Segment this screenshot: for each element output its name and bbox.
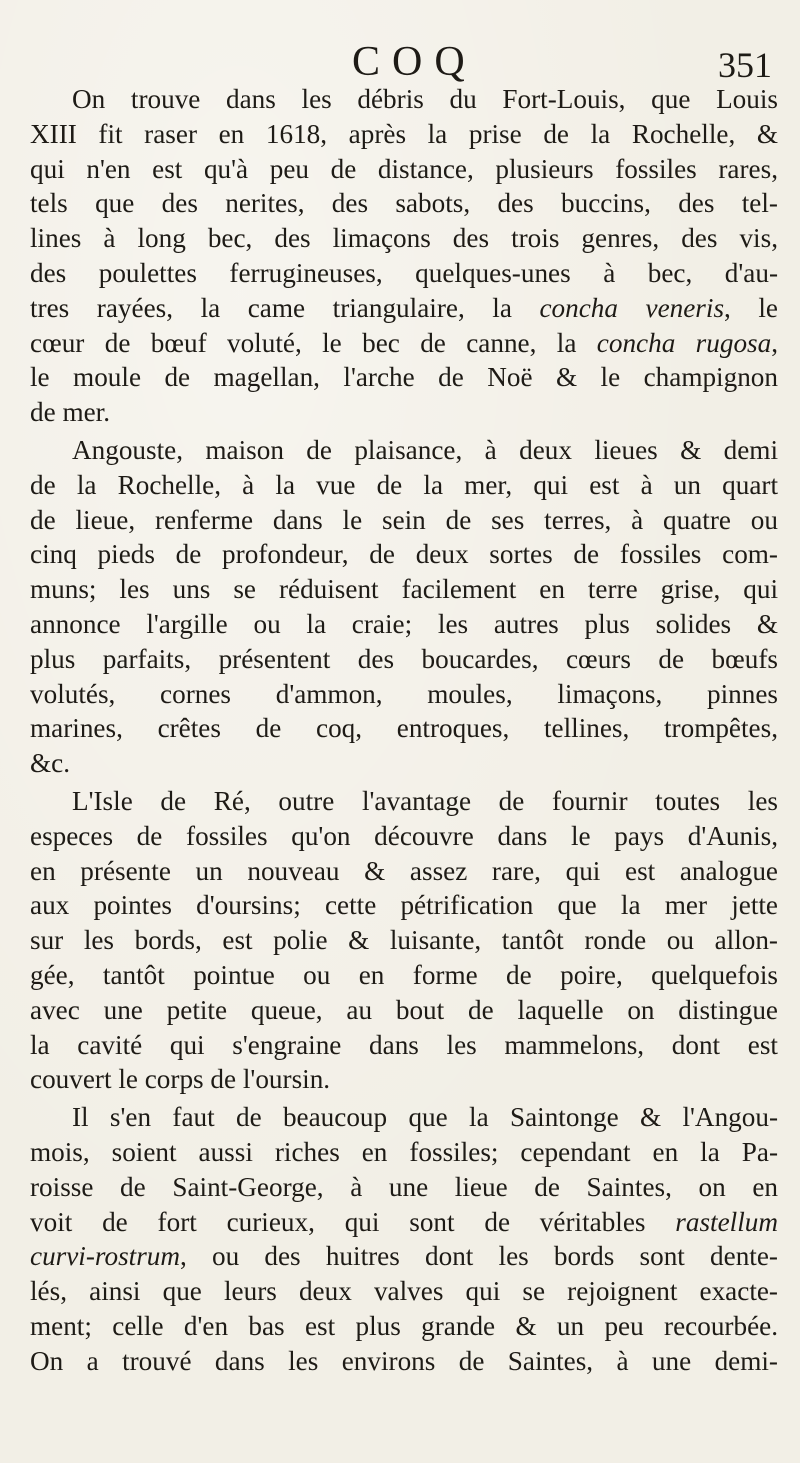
text-line: ment; celle d'en bas est plus grande & un peu recourbée. <box>30 1310 778 1341</box>
italic-term: curvi-rostrum <box>30 1241 181 1272</box>
text-line: tres rayées, la came triangulaire, la concha veneris, le <box>30 292 778 323</box>
text-line: la cavité qui s'engraine dans les mammelons, dont est <box>30 1029 778 1060</box>
text-line: On a trouvé dans les environs de Saintes, à une demi- <box>30 1345 778 1376</box>
text-line: Angouste, maison de plaisance, à deux lieues & demi <box>72 434 778 465</box>
running-title: COQ <box>352 39 477 85</box>
text-line: &c. <box>30 748 71 779</box>
text-line: avec une petite queue, au bout de laquelle on distingue <box>30 994 778 1025</box>
text-line: de la Rochelle, à la vue de la mer, qui est à un quart <box>30 469 778 500</box>
text-line: lines à long bec, des limaçons des trois genres, des vis, <box>30 223 778 254</box>
text-line: volutés, cornes d'ammon, moules, limaçons, pinnes <box>30 678 778 709</box>
text-line: cœur de bœuf voluté, le bec de canne, la concha rugosa, <box>30 327 779 358</box>
italic-term: rastellum <box>675 1206 778 1237</box>
text-line: L'Isle de Ré, outre l'avantage de fournir toutes les <box>72 785 778 816</box>
text-line: sur les bords, est polie & luisante, tantôt ronde ou allon- <box>30 925 778 956</box>
text-line: de mer. <box>30 397 111 428</box>
text-line: annonce l'argille ou la craie; les autres plus solides & <box>30 608 778 639</box>
text-line: marines, crêtes de coq, entroques, tellines, trompêtes, <box>30 713 778 744</box>
text-line: qui n'en est qu'à peu de distance, plusieurs fossiles rares, <box>30 153 778 184</box>
italic-term: concha veneris <box>539 292 725 323</box>
text-line: especes de fossiles qu'on découvre dans le pays d'Aunis, <box>30 820 778 851</box>
text-line: muns; les uns se réduisent facilement en terre grise, qui <box>30 574 778 605</box>
text-line: plus parfaits, présentent des boucardes, cœurs de bœufs <box>30 643 778 674</box>
running-head <box>0 38 800 88</box>
text-line: Il s'en faut de beaucoup que la Saintonge & l'Angou- <box>72 1102 778 1133</box>
italic-term: concha rugosa <box>596 327 772 358</box>
text-line: le moule de magellan, l'arche de Noë & le champignon <box>30 362 778 393</box>
page-number: 351 <box>718 45 772 85</box>
text-line: de lieue, renferme dans le sein de ses terres, à quatre ou <box>30 504 778 535</box>
text-line: voit de fort curieux, qui sont de véritables rastellum <box>30 1206 778 1237</box>
text-line: XIII fit raser en 1618, après la prise de la Rochelle, & <box>30 118 778 149</box>
text-line: lés, ainsi que leurs deux valves qui se rejoignent exacte- <box>30 1276 778 1307</box>
text-line: tels que des nerites, des sabots, des buccins, des tel- <box>30 188 778 219</box>
text-line: couvert le corps de l'oursin. <box>30 1064 331 1095</box>
text-line: curvi-rostrum, ou des huitres dont les bords sont dente- <box>30 1241 778 1272</box>
body-text <box>30 82 778 1378</box>
text-line: en présente un nouveau & assez rare, qui est analogue <box>30 855 778 886</box>
text-line: cinq pieds de profondeur, de deux sortes de fossiles com- <box>30 539 778 570</box>
text-line: roisse de Saint-George, à une lieue de Saintes, on en <box>30 1171 778 1202</box>
text-line: des poulettes ferrugineuses, quelques-unes à bec, d'au- <box>30 257 778 288</box>
text-line: mois, soient aussi riches en fossiles; cependant en la Pa- <box>30 1136 778 1167</box>
text-line: aux pointes d'oursins; cette pétrification que la mer jette <box>30 890 778 921</box>
text-line: On trouve dans les débris du Fort-Louis, que Louis <box>72 84 778 114</box>
text-line: gée, tantôt pointue ou en forme de poire, quelquefois <box>30 959 778 990</box>
